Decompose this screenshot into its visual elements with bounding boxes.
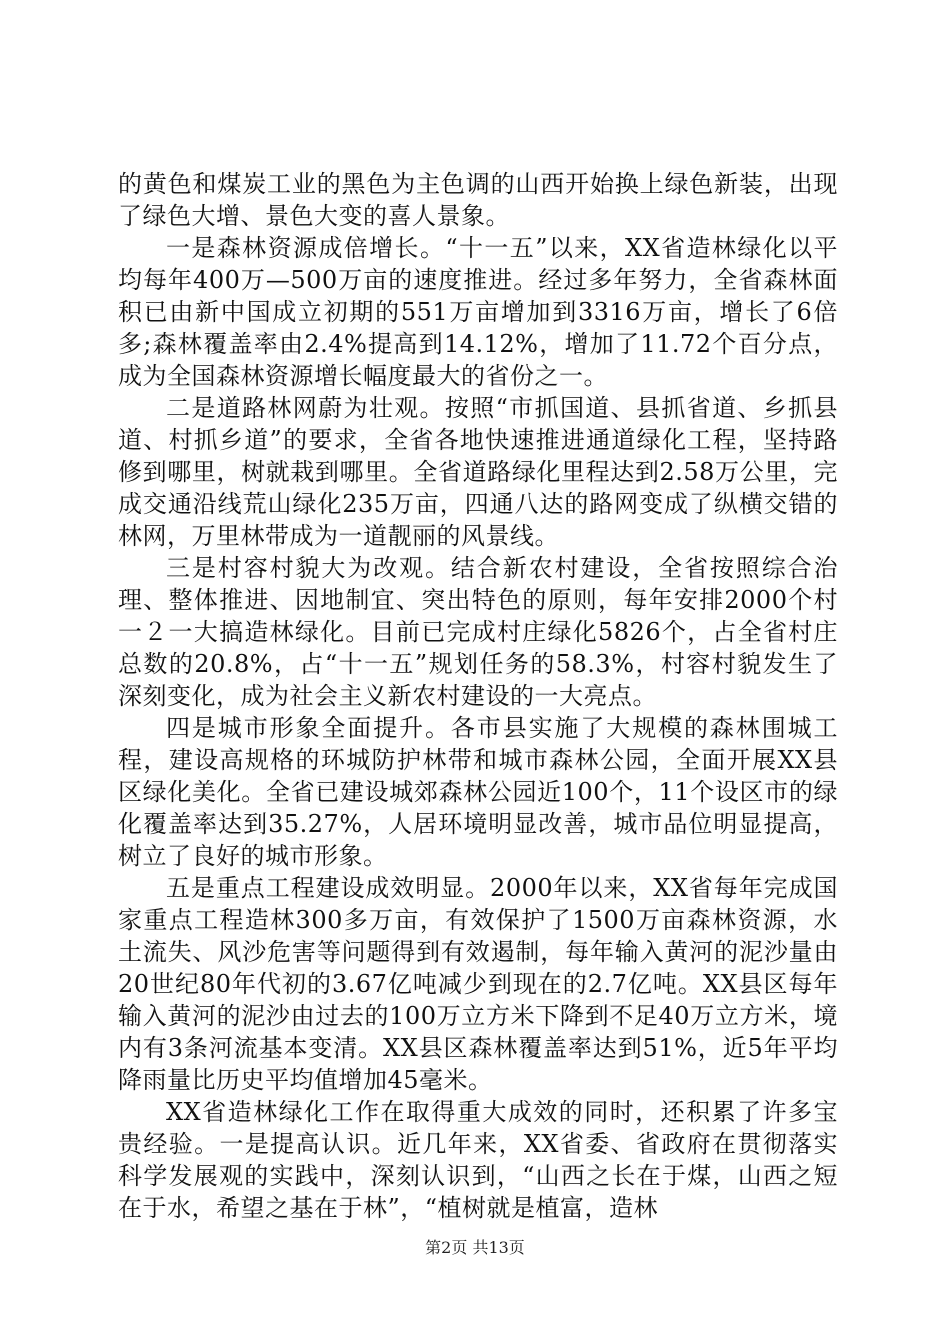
page-number-footer: 第2页 共13页: [425, 1238, 525, 1257]
paragraph-key-projects: 五是重点工程建设成效明显。2000年以来，XX省每年完成国家重点工程造林300多万亩，有效保护了1500万亩森林资源，水土流失、风沙危害等问题得到有效遏制，每年输入黄河的泥沙量由20世纪80年代初的3.67亿吨减少到现在的2.7亿吨。XX县区每年输入黄河的泥沙由过去的100万立方米下降到不足40万立方米，境内有3条河流基本变清。XX县区森林覆盖率达到51%，近5年平均降雨量比历史平均值增加45毫米。: [118, 874, 838, 1094]
paragraph-road-forest-network: 二是道路林网蔚为壮观。按照“市抓国道、县抓省道、乡抓县道、村抓乡道”的要求，全省各地快速推进通道绿化工程，坚持路修到哪里，树就栽到哪里。全省道路绿化里程达到2.58万公里，完成交通沿线荒山绿化235万亩，四通八达的路网变成了纵横交错的林网，万里林带成为一道靓丽的风景线。: [118, 394, 838, 550]
paragraph-city-image: 四是城市形象全面提升。各市县实施了大规模的森林围城工程，建设高规格的环城防护林带和城市森林公园，全面开展XX县区绿化美化。全省已建设城郊森林公园近100个，11个设区市的绿化覆盖率达到35.27%，人居环境明显改善，城市品位明显提高，树立了良好的城市形象。: [118, 714, 838, 870]
paragraph-experience: XX省造林绿化工作在取得重大成效的同时，还积累了许多宝贵经验。一是提高认识。近几年来，XX省委、省政府在贯彻落实科学发展观的实践中，深刻认识到，“山西之长在于煤，山西之短在于水，希望之基在于林”，“植树就是植富，造林: [118, 1098, 838, 1222]
paragraph-continuation: 的黄色和煤炭工业的黑色为主色调的山西开始换上绿色新装，出现了绿色大增、景色大变的喜人景象。: [118, 170, 838, 230]
paragraph-village-appearance: 三是村容村貌大为改观。结合新农村建设，全省按照综合治理、整体推进、因地制宜、突出特色的原则，每年安排2000个村一２一大搞造林绿化。目前已完成村庄绿化5826个，占全省村庄总数的20.8%，占“十一五”规划任务的58.3%，村容村貌发生了深刻变化，成为社会主义新农村建设的一大亮点。: [118, 554, 838, 710]
document-body: [118, 168, 838, 1224]
paragraph-forest-resources: 一是森林资源成倍增长。“十一五”以来，XX省造林绿化以平均每年400万—500万亩的速度推进。经过多年努力，全省森林面积已由新中国成立初期的551万亩增加到3316万亩，增长了6倍多;森林覆盖率由2.4%提高到14.12%，增加了11.72个百分点，成为全国森林资源增长幅度最大的省份之一。: [118, 234, 838, 390]
